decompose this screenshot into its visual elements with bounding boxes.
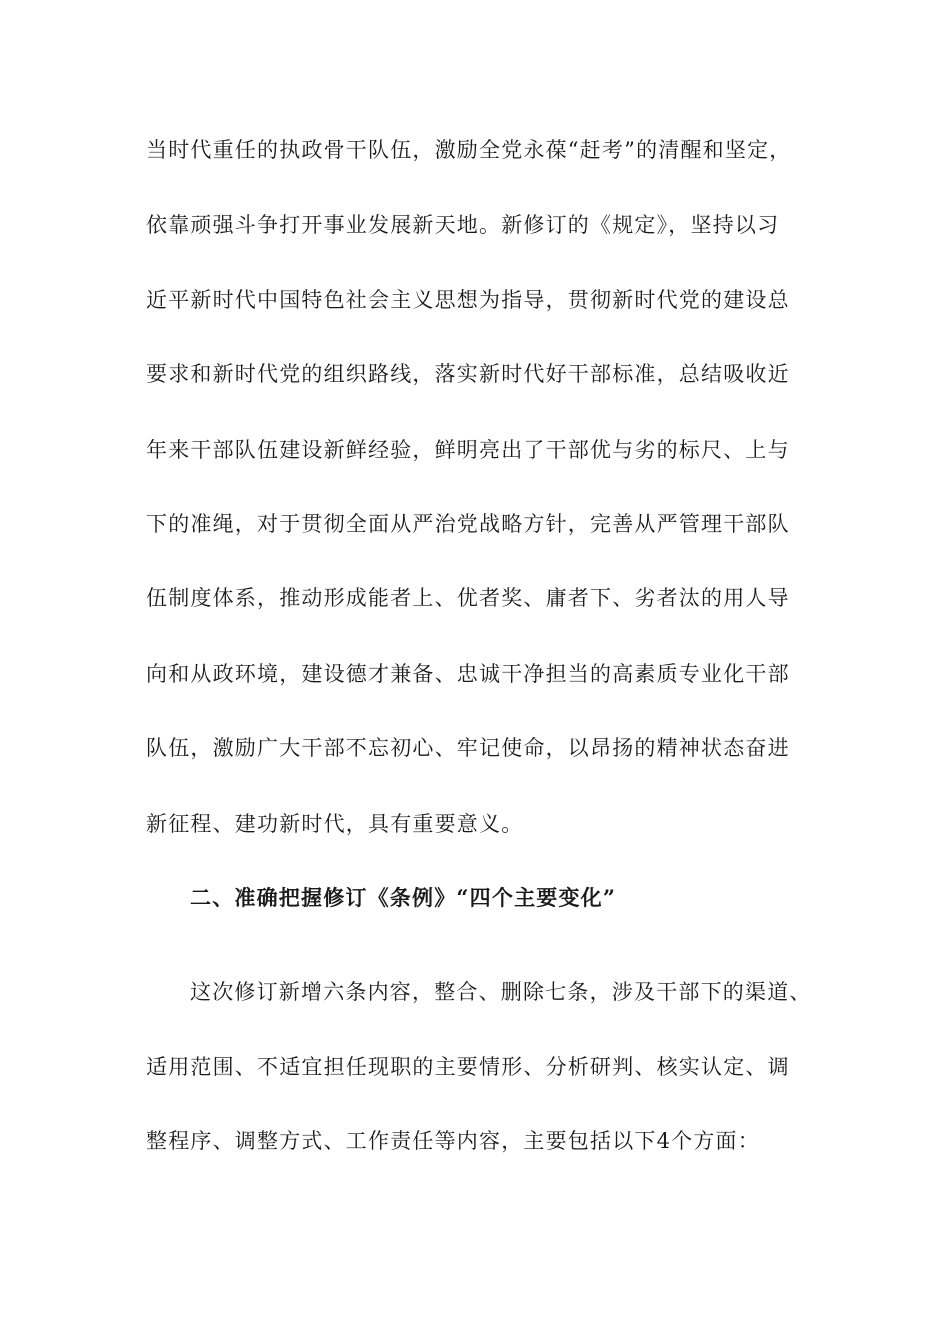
paragraph-line: 适用范围、不适宜担任现职的主要情形、分析研判、核实认定、调 — [146, 1055, 790, 1079]
section-heading: 二、准确把握修订《条例》“四个主要变化” — [190, 885, 617, 910]
paragraph-line: 当时代重任的执政骨干队伍，激励全党永葆“赶考”的清醒和坚定， — [146, 138, 792, 162]
paragraph-line: 队伍，激励广大干部不忘初心、牢记使命，以昂扬的精神状态奋进 — [146, 736, 790, 760]
paragraph-line: 要求和新时代党的组织路线，落实新时代好干部标准，总结吸收近 — [146, 362, 790, 386]
paragraph-line: 向和从政环境，建设德才兼备、忠诚干净担当的高素质专业化干部 — [146, 662, 790, 686]
paragraph-line: 整程序、调整方式、工作责任等内容，主要包括以下4个方面： — [146, 1129, 760, 1153]
paragraph-line: 下的准绳，对于贯彻全面从严治党战略方针，完善从严管理干部队 — [146, 512, 790, 536]
paragraph-line: 伍制度体系，推动形成能者上、优者奖、庸者下、劣者汰的用人导 — [146, 586, 790, 610]
paragraph-line: 年来干部队伍建设新鲜经验，鲜明亮出了干部优与劣的标尺、上与 — [146, 438, 790, 462]
paragraph-line: 这次修订新增六条内容，整合、删除七条，涉及干部下的渠道、 — [190, 980, 812, 1004]
paragraph-line: 依靠顽强斗争打开事业发展新天地。新修订的《规定》，坚持以习 — [146, 213, 780, 237]
paragraph-line: 新征程、建功新时代，具有重要意义。 — [146, 812, 524, 836]
paragraph-line: 近平新时代中国特色社会主义思想为指导，贯彻新时代党的建设总 — [146, 288, 790, 312]
